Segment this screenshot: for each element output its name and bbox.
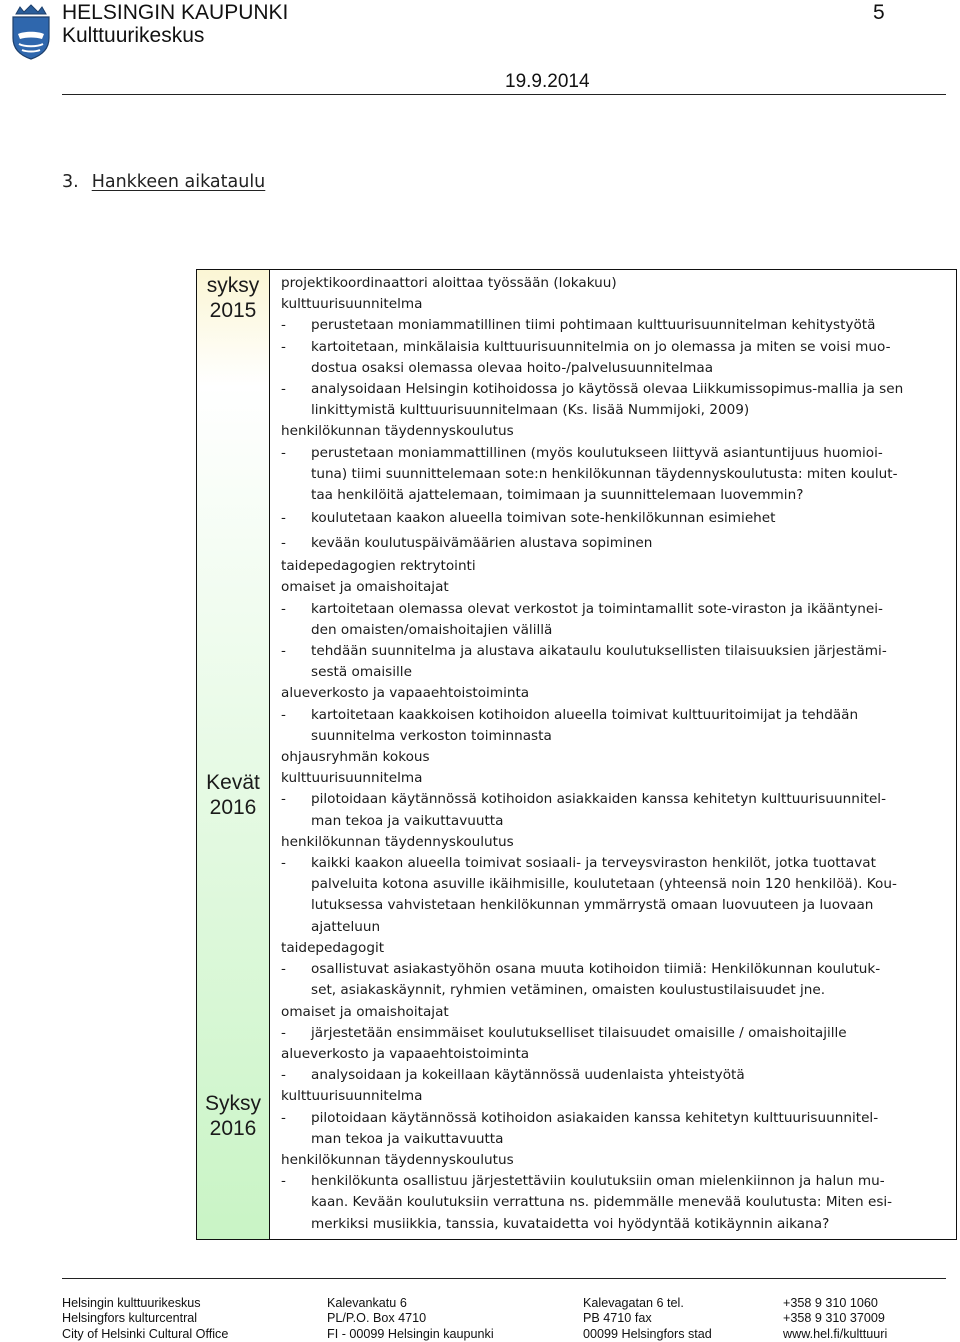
task-continuation-line: set, asiakaskäynnit, ryhmien vetäminen, omaisten koulustustilaisuudet jne. [311, 982, 826, 999]
task-continuation-line: den omaisten/omaishoitajien välillä [311, 621, 553, 638]
task-category-heading: omaiset ja omaishoitajat [281, 579, 449, 596]
footer-line: Helsingfors kulturcentral [62, 1311, 198, 1326]
footer-divider [62, 1278, 946, 1279]
task-category-heading: taidepedagogien rektrytointi [281, 558, 476, 575]
task-bullet-item: - kevään koulutuspäivämäärien alustava sopiminen [281, 531, 951, 556]
period-label [197, 770, 269, 820]
footer-line: 00099 Helsingfors stad [583, 1326, 712, 1341]
footer-line: PL/P.O. Box 4710 [327, 1311, 427, 1326]
period-year: 2015 [209, 299, 257, 322]
period-season: syksy [206, 274, 260, 297]
section-number: 3. [62, 172, 79, 192]
task-bullet-item: - perustetaan moniammattillinen (myös koulutukseen liittyvä asiantuntijuus huomioi- [281, 443, 951, 464]
footer-office-names [62, 1296, 228, 1342]
task-continuation-line: lutuksessa vahvistetaan henkilökunnan ymmärrystä omaan luovuuteen ja luovaan [311, 897, 874, 914]
footer-line: City of Helsinki Cultural Office [62, 1326, 229, 1341]
task-bullet-item: - analysoidaan Helsingin kotihoidossa jo käytössä olevaa Liikkumissopimus-mallia ja sen [281, 379, 951, 400]
task-bullet-item: - järjestetään ensimmäiset koulutukselliset tilaisuudet omaisille / omaishoitajille [281, 1023, 951, 1044]
footer-address-sv [583, 1296, 712, 1342]
period-season: Syksy [204, 1092, 261, 1115]
document-date: 19.9.2014 [505, 71, 590, 92]
task-continuation-line: ajatteluun [311, 918, 381, 935]
task-category-heading: taidepedagogit [281, 939, 385, 956]
task-continuation-line: dostua osaksi olemassa olevaa hoito-/palvelusuunnitelmaa [311, 359, 714, 376]
schedule-table [196, 269, 957, 1240]
task-bullet-item: - analysoidaan ja kokeillaan käytännössä uudenlaista yhteistyötä [281, 1065, 951, 1086]
section-heading [62, 171, 265, 193]
task-continuation-line: taa henkilöitä ajattelemaan, toimimaan ja suunnittelemaan luovemmin? [311, 487, 804, 504]
footer-line: +358 9 310 37009 [783, 1311, 885, 1326]
period-year: 2016 [209, 796, 257, 819]
helsinki-crest-logo [10, 4, 52, 60]
task-bullet-item: - osallistuvat asiakastyöhön osana muuta kotihoidon tiimiä: Henkilökunnan koulutuk- [281, 959, 951, 980]
task-continuation-line: linkittymistä kulttuurisuunnitelmaan (Ks. lisää Nummijoki, 2009) [311, 402, 750, 419]
period-season: Kevät [206, 771, 260, 794]
task-continuation-line: man tekoa ja vaikuttavuutta [311, 1130, 504, 1147]
footer-line: Kalevankatu 6 [327, 1296, 407, 1310]
task-bullet-item: - koulutetaan kaakon alueella toimivan sote-henkilökunnan esimiehet [281, 506, 951, 531]
task-continuation-line: merkiksi musiikkia, tanssia, kuvataidetta voi hyödyntää kotikäynnin aikana? [311, 1215, 830, 1232]
footer-line: Helsingin kulttuurikeskus [62, 1296, 201, 1310]
period-year: 2016 [209, 1117, 257, 1140]
task-bullet-item: - kartoitetaan olemassa olevat verkostot ja toimintamallit sote-viraston ja ikääntynei- [281, 599, 951, 620]
task-continuation-line: suunnitelma verkoston toiminnasta [311, 727, 552, 744]
task-category-heading: alueverkosto ja vapaaehtoistoiminta [281, 1045, 530, 1062]
task-category-heading: henkilökunnan täydennyskoulutus [281, 1151, 514, 1168]
task-bullet-item: - perustetaan moniammatillinen tiimi pohtimaan kulttuurisuunnitelman kehitystyötä [281, 315, 951, 336]
period-label [197, 273, 269, 323]
period-column [197, 270, 270, 1239]
header-dept: Kulttuurikeskus [62, 24, 205, 47]
footer-line: +358 9 310 1060 [783, 1296, 878, 1310]
task-bullet-item: - kaikki kaakon alueella toimivat sosiaali- ja terveysviraston henkilöt, jotka tuottavat [281, 853, 951, 874]
task-category-heading: kulttuurisuunnitelma [281, 1088, 423, 1105]
page-number: 5 [873, 1, 885, 24]
task-bullet-item: - pilotoidaan käytännössä kotihoidon asiakkaiden kanssa kehitetyn kulttuurisuunnitel- [281, 789, 951, 810]
footer-address-fi [327, 1296, 494, 1342]
task-bullet-item: - kartoitetaan, minkälaisia kulttuurisuunnitelmia on jo olemassa ja miten se voisi muo- [281, 337, 951, 358]
task-continuation-line: man tekoa ja vaikuttavuutta [311, 812, 504, 829]
header-org: HELSINGIN KAUPUNKI [62, 1, 289, 24]
schedule-tasks [281, 273, 951, 1235]
task-category-heading: henkilökunnan täydennyskoulutus [281, 423, 514, 440]
task-category-heading: projektikoordinaattori aloittaa työssään (lokakuu) [281, 275, 617, 291]
task-continuation-line: kaan. Kevään koulutuksiin verrattuna ns. pidemmälle menevää koulutusta: Miten esi- [311, 1194, 893, 1211]
footer-line: www.hel.fi/kulttuuri [783, 1326, 888, 1341]
footer-contact [783, 1296, 887, 1342]
period-label [197, 1091, 269, 1141]
task-bullet-item: - kartoitetaan kaakkoisen kotihoidon alueella toimivat kulttuuritoimijat ja tehdään [281, 705, 951, 726]
task-category-heading: omaiset ja omaishoitajat [281, 1003, 449, 1020]
task-category-heading: kulttuurisuunnitelma [281, 770, 423, 787]
task-bullet-item: - pilotoidaan käytännössä kotihoidon asiakaiden kanssa kehitetyn kulttuurisuunnitel- [281, 1108, 951, 1129]
task-continuation-line: palveluita kotona asuville ikäihmisille, koulutetaan (yhteensä noin 120 henkilöä). Kou- [311, 876, 897, 893]
task-category-heading: kulttuurisuunnitelma [281, 296, 423, 313]
header-divider [62, 94, 946, 95]
footer-line: FI - 00099 Helsingin kaupunki [327, 1326, 494, 1341]
task-bullet-item: - tehdään suunnitelma ja alustava aikataulu koulutuksellisten tilaisuuksien järjestämi- [281, 641, 951, 662]
task-continuation-line: sestä omaisille [311, 664, 412, 681]
task-category-heading: ohjausryhmän kokous [281, 749, 430, 766]
footer-line: PB 4710 fax [583, 1311, 652, 1326]
task-category-heading: henkilökunnan täydennyskoulutus [281, 833, 514, 850]
section-title: Hankkeen aikataulu [91, 172, 266, 192]
task-continuation-line: tuna) tiimi suunnittelemaan sote:n henkilökunnan täydennyskoulutusta: miten koulut- [311, 465, 898, 482]
task-category-heading: alueverkosto ja vapaaehtoistoiminta [281, 685, 530, 702]
footer-line: Kalevagatan 6 tel. [583, 1296, 684, 1310]
task-bullet-item: - henkilökunta osallistuu järjestettäviin koulutuksiin oman mielenkiinnon ja halun mu- [281, 1171, 951, 1192]
